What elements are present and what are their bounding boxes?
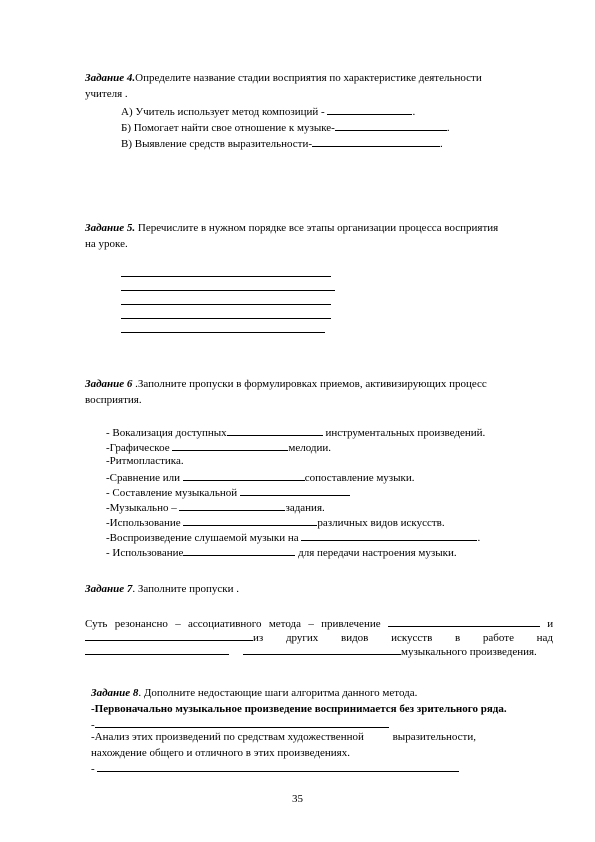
task7-heading bbox=[85, 583, 239, 596]
task4-item-a-text: А) Учитель использует метод композиций - bbox=[121, 106, 328, 118]
task4-label: Задание 4. bbox=[85, 72, 136, 84]
blank-field[interactable] bbox=[97, 761, 459, 772]
task4-text-cont: учителя . bbox=[85, 88, 128, 100]
task6-item-text: инструментальных произведений. bbox=[322, 427, 486, 439]
page-number: 35 bbox=[292, 793, 303, 805]
answer-line[interactable] bbox=[121, 332, 325, 333]
task6-item-text: - Использование bbox=[106, 547, 184, 559]
task6-item bbox=[106, 530, 480, 545]
task8-label: Задание 8 bbox=[91, 687, 139, 699]
task7-text: музыкального произведения. bbox=[401, 646, 537, 658]
task4-item-c-text: В) Выявление средств выразительности- bbox=[121, 138, 313, 150]
blank-field[interactable] bbox=[243, 644, 401, 655]
task6-item bbox=[106, 485, 350, 500]
task8-step-5 bbox=[91, 761, 459, 776]
answer-line[interactable] bbox=[121, 276, 331, 277]
task4-item-b: Б) Помогает найти свое отношение к музыке- . bbox=[121, 122, 450, 134]
blank-field[interactable] bbox=[179, 500, 285, 511]
task6-item-text: . bbox=[477, 532, 481, 544]
task7-word: резонансно bbox=[114, 618, 168, 630]
task8-step-text: выразительности, bbox=[392, 731, 476, 743]
blank-field[interactable] bbox=[240, 485, 350, 496]
task4-item-a: А) Учитель использует метод композиций - . bbox=[121, 106, 416, 118]
blank-field[interactable] bbox=[95, 717, 389, 728]
answer-line[interactable] bbox=[121, 318, 331, 319]
dash: - bbox=[91, 719, 95, 731]
task5-label: Задание 5. bbox=[85, 222, 136, 234]
task8-step-4: нахождение общего и отличного в этих произведениях. bbox=[91, 747, 350, 759]
task8-step-1: -Первоначально музыкальное произведение воспринимается без зрительного ряда. bbox=[91, 703, 507, 715]
task7-text: . Заполните пропуски . bbox=[132, 583, 240, 595]
task6-item-text: для передачи настроения музыки. bbox=[295, 547, 457, 559]
task7-line-3 bbox=[85, 644, 537, 659]
task7-line-1 bbox=[85, 616, 553, 631]
task6-item-text: различных видов искусств. bbox=[317, 517, 445, 529]
task7-word: метода bbox=[268, 618, 302, 630]
task7-word: – bbox=[308, 618, 314, 630]
task6-item-text: - Вокализация доступных bbox=[106, 427, 227, 439]
blank-field[interactable] bbox=[85, 644, 229, 655]
task4-heading bbox=[85, 72, 482, 85]
task7-line-2 bbox=[85, 630, 553, 645]
task7-word: Суть bbox=[85, 618, 108, 630]
task7-word: – bbox=[175, 618, 181, 630]
task6-text-cont: восприятия. bbox=[85, 394, 142, 406]
blank-field[interactable] bbox=[335, 120, 447, 131]
task4-item-b-text: Б) Помогает найти свое отношение к музыке- bbox=[121, 122, 335, 134]
task6-item bbox=[106, 425, 485, 440]
blank-field[interactable] bbox=[85, 630, 253, 641]
task6-text: .Заполните пропуски в формулировках приемов, активизирующих процесс bbox=[132, 378, 487, 390]
task6-item bbox=[106, 515, 445, 530]
task6-label: Задание 6 bbox=[85, 378, 133, 390]
task6-item: -Ритмопластика. bbox=[106, 455, 184, 467]
task7-word: и bbox=[547, 618, 554, 630]
task6-item-text: -Использование bbox=[106, 517, 184, 529]
answer-line[interactable] bbox=[121, 290, 335, 291]
task7-word: видов bbox=[341, 632, 369, 644]
task5-text: Перечислите в нужном порядке все этапы организации процесса восприятия bbox=[135, 222, 499, 234]
task7-word: ассоциативного bbox=[188, 618, 262, 630]
task6-item bbox=[106, 545, 457, 560]
task7-label: Задание 7 bbox=[85, 583, 133, 595]
task7-word: над bbox=[536, 632, 554, 644]
blank-field[interactable] bbox=[183, 470, 305, 481]
task6-item-text: - Составление музыкальной bbox=[106, 487, 240, 499]
task6-item bbox=[106, 440, 331, 455]
task6-item bbox=[106, 470, 415, 485]
task4-item-c: В) Выявление средств выразительности- . bbox=[121, 138, 443, 150]
task7-word: привлечение bbox=[321, 618, 381, 630]
task8-heading bbox=[91, 687, 417, 700]
task8-text: . Дополните недостающие шаги алгоритма данного метода. bbox=[138, 687, 418, 699]
task7-word: в bbox=[455, 632, 461, 644]
task6-item bbox=[106, 500, 325, 515]
blank-field[interactable] bbox=[301, 530, 477, 541]
task8-step-3 bbox=[91, 731, 476, 744]
task5-text-cont: на уроке. bbox=[85, 238, 128, 250]
task6-item-text: -Графическое bbox=[106, 442, 173, 454]
task8-step-text: -Анализ этих произведений по средствам художественной bbox=[91, 731, 367, 743]
task7-word: искусств bbox=[391, 632, 433, 644]
task7-word: других bbox=[285, 632, 319, 644]
task6-item-text: мелодии. bbox=[288, 442, 331, 454]
blank-field[interactable] bbox=[172, 440, 288, 451]
task8-step-2 bbox=[91, 717, 389, 732]
dash: - bbox=[91, 763, 98, 775]
task7-word: из bbox=[253, 632, 264, 644]
blank-field[interactable] bbox=[227, 425, 323, 436]
task7-word: работе bbox=[482, 632, 514, 644]
blank-field[interactable] bbox=[327, 104, 412, 115]
task6-item-text: -Воспроизведение слушаемой музыки на bbox=[106, 532, 302, 544]
blank-field[interactable] bbox=[183, 545, 295, 556]
blank-field[interactable] bbox=[183, 515, 317, 526]
task6-item-text: задания. bbox=[285, 502, 325, 514]
task6-item-text: сопоставление музыки. bbox=[304, 472, 415, 484]
task5-heading bbox=[85, 222, 498, 235]
task6-heading bbox=[85, 378, 487, 391]
answer-line[interactable] bbox=[121, 304, 331, 305]
task6-item-text: -Музыкально – bbox=[106, 502, 180, 514]
blank-field[interactable] bbox=[388, 616, 540, 627]
blank-field[interactable] bbox=[312, 136, 440, 147]
task4-text: Определите название стадии восприятия по характеристике деятельности bbox=[135, 72, 482, 84]
task6-item-text: -Сравнение или bbox=[106, 472, 183, 484]
